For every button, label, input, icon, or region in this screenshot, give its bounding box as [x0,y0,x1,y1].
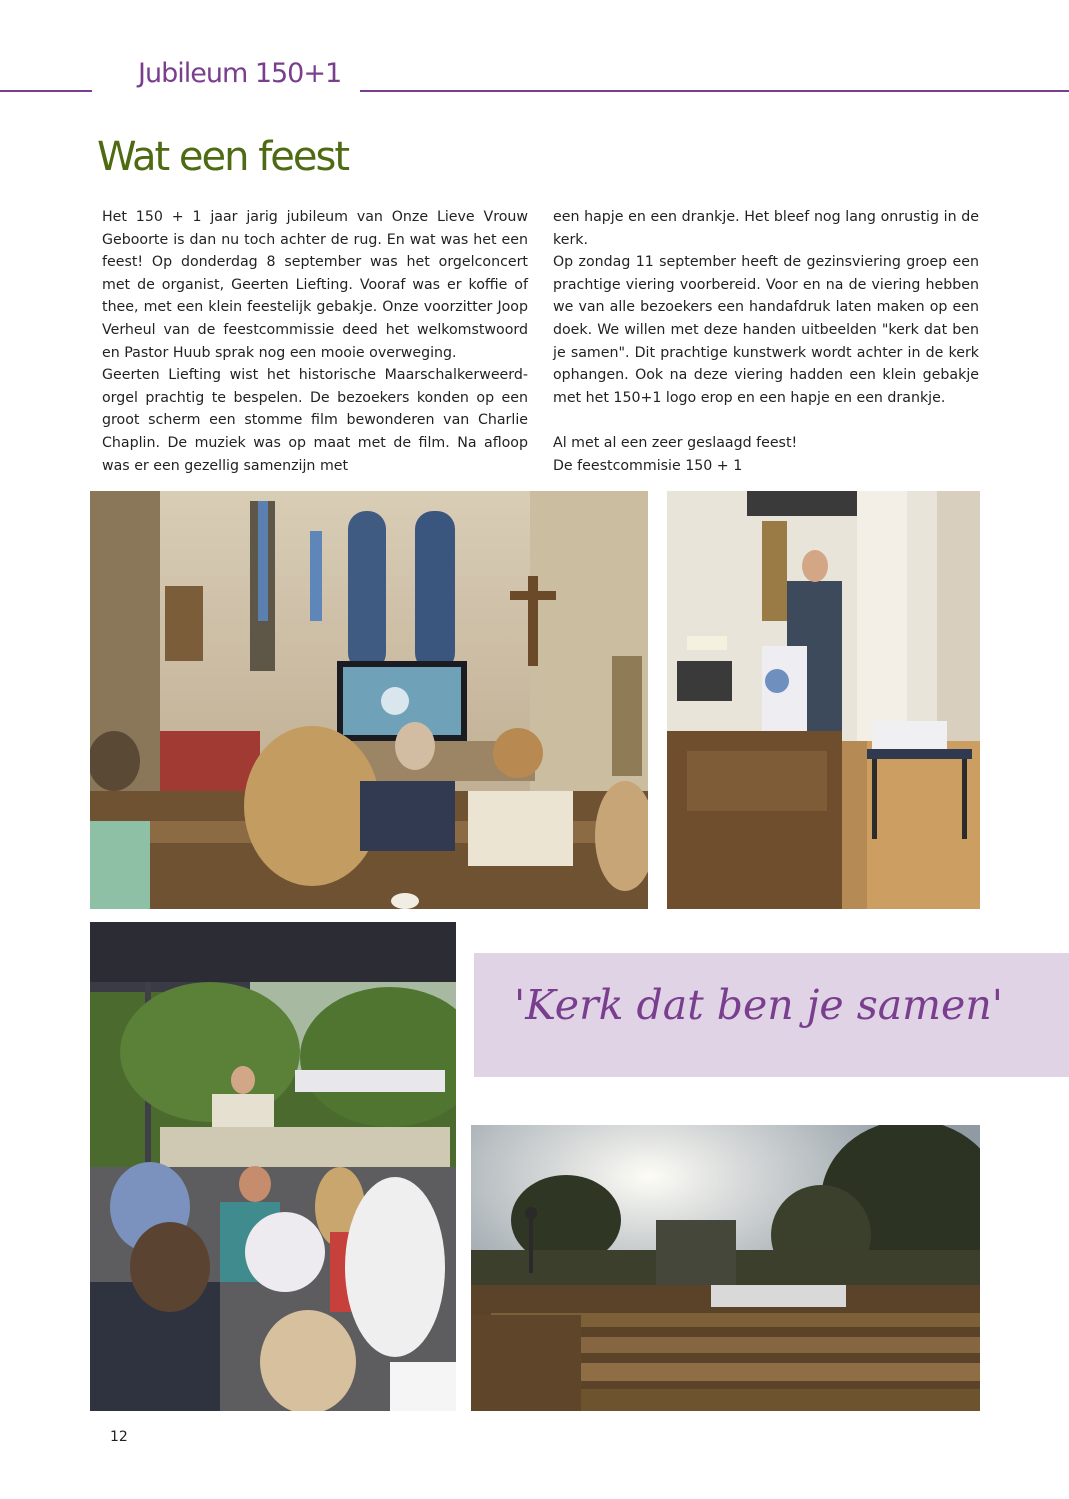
article-right-column [553,206,979,477]
paragraph: een hapje en een drankje. Het bleef nog lang onrustig in de kerk. [553,209,979,248]
page-number: 12 [110,1429,128,1445]
speaker-lectern-photo [667,491,980,909]
paragraph: Op zondag 11 september heeft de gezinsviering groep een prachtige viering voorbereid. Voor en na de viering hebben we van alle bezoekers een handafdruk laten maken op een doek. We willen met deze handen uitbeelden "kerk dat ben je samen". Dit prachtige kunstwerk wordt achter in de kerk ophangen. Ook na deze viering hadden een klein gebakje met het 150+1 logo erop en een hapje en een drankje. [553,254,979,406]
paragraph: Het 150 + 1 jaar jarig jubileum van Onze Lieve Vrouw Geboorte is dan nu toch achter de rug. En wat was het een feest! Op donderdag 8 september was het orgelconcert met de organist, Geerten Liefting. Vooraf was er koffie of thee, met een klein feestelijk gebakje. Onze voorzitter Joop Verheul van de feestcommissie deed het welkomstwoord en Pastor Huub sprak nog een mooie overweging. [102,209,528,361]
paragraph: Geerten Liefting wist het historische Maarschalkerweerd-orgel prachtig te bespelen. De bezoekers konden op een groot scherm een stomme film bewonderen van Charlie Chaplin. De muziek was op maat met de film. Na afloop was er een gezellig samenzijn met [102,367,528,474]
outdoor-service-photo [90,922,456,1411]
header-rule-left [0,90,92,92]
article-headline: Wat een feest [97,134,349,180]
article-left-column [102,206,528,477]
quote-box [474,953,1069,1077]
paragraph: Al met al een zeer geslaagd feest! [553,434,798,451]
church-interior-photo [90,491,648,909]
header-rule-right [360,90,1069,92]
hay-bales-sunset-photo [471,1125,980,1411]
pull-quote: 'Kerk dat ben je samen' [514,981,1003,1029]
signature-line: De feestcommisie 150 + 1 [553,457,743,474]
section-title: Jubileum 150+1 [138,58,342,89]
